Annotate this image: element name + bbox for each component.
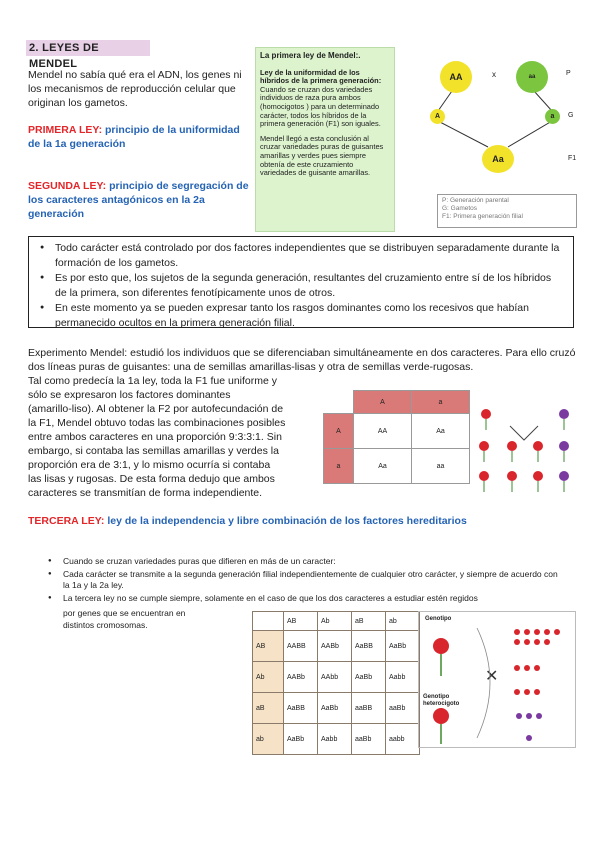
first-law-text: principio de la uniformidad de la 1a generación	[28, 124, 240, 150]
first-law-label: PRIMERA LEY:	[28, 124, 103, 136]
second-law	[28, 179, 250, 221]
punnett-big-row-header: Ab	[253, 662, 284, 693]
flower-illustration-f2	[472, 400, 582, 496]
experiment-line: sólo se expresaron los factores dominantes	[28, 389, 231, 401]
punnett-cell: Aa	[354, 449, 412, 484]
flower-icon	[533, 441, 543, 462]
second-law-text: principio de segregación de los caracteres antagónicos en la 2a generación	[28, 180, 249, 220]
experiment-lead: Experimento Mendel: estudió los individuos que se diferenciaban simultáneamente en dos caracteres. Para ello cruzó dos líneas puras de guisantes: una de semillas amarillas-lisas y otra de semillas verde-rugosas.	[28, 347, 576, 373]
flower-panel-art	[419, 612, 576, 748]
section-title: 2. LEYES DE MENDEL	[26, 40, 150, 56]
punnett-cell: Aa	[412, 414, 470, 449]
flower-icon	[433, 638, 449, 676]
third-law-text: ley de la independencia y libre combinación de los factores hereditarios	[107, 515, 467, 527]
flower-icon	[433, 708, 449, 744]
third-law-list-cont	[63, 608, 185, 631]
parent-dominant-circle: AA	[440, 61, 472, 93]
row-label-f1: F1	[568, 155, 577, 162]
punnett-big-cell: AaBb	[386, 631, 420, 662]
punnett-big-row-header: AB	[253, 631, 284, 662]
punnett-big-cell: AaBb	[352, 662, 386, 693]
punnett-row-header: A	[324, 414, 354, 449]
cross-arrows-icon	[510, 426, 538, 440]
experiment-body	[28, 374, 318, 500]
first-law-box-heading: La primera ley de Mendel:.	[260, 51, 361, 60]
punnett-col-header: A	[354, 391, 412, 414]
gamete-recessive-circle: a	[545, 109, 560, 124]
experiment-line: embargo, si contaba las semillas amarillas y verdes la	[28, 445, 279, 457]
first-law-box-p1: Cuando se cruzan dos variedades individuos de raza pura ambos (homocigotos ) para un determinado carácter, todos los híbridos de la primera generación (F1) son iguales.	[260, 84, 381, 129]
punnett-big-col-header: ab	[386, 612, 420, 631]
cross-legend-2: G: Gametos	[442, 205, 478, 212]
punnett-col-header: a	[412, 391, 470, 414]
flower-icon	[507, 441, 517, 462]
cross-symbol: x	[492, 70, 496, 79]
experiment-line: la F1, Mendel obtuvo todas las combinaciones posibles	[28, 417, 286, 429]
row-label-p: P	[566, 70, 571, 77]
arc-icon	[477, 628, 490, 738]
flower-icon	[479, 471, 489, 492]
flower-panel	[418, 611, 576, 748]
list-item: ● La tercera ley no se cumple siempre, solamente en el caso de que los dos caracteres a estudiar estén regidos	[45, 593, 565, 605]
intro-text: Mendel no sabía qué era el ADN, los genes ni los mecanismos de reproducción celular que originan los gametos.	[28, 69, 242, 109]
experiment-line: entre ambos caracteres en una proporción 9:3:3:1. Sin	[28, 431, 282, 443]
punnett-big-row-header: ab	[253, 724, 284, 755]
flower-icon	[507, 471, 517, 492]
experiment-line: caracteres se transmitían de forma independiente.	[28, 487, 263, 499]
parent-recessive-circle: aa	[516, 61, 548, 93]
gamete-dominant-circle: A	[430, 109, 445, 124]
cross-legend-1: P: Generación parental	[442, 197, 509, 204]
flower-group-icon	[514, 629, 560, 695]
punnett-big-cell: AaBB	[284, 693, 318, 724]
punnett-cell: AA	[354, 414, 412, 449]
cross-symbol-icon: ✕	[485, 668, 499, 685]
punnett-big-cell: AaBb	[284, 724, 318, 755]
punnett-cell: aa	[412, 449, 470, 484]
punnett-big-cell: AaBB	[352, 631, 386, 662]
first-law-box-p2: Mendel llegó a esta conclusión al cruzar variedades puras de guisantes amarillas y verdes pues siempre obtenía de este cruzamiento variedades de guisante amarillas.	[260, 133, 384, 178]
punnett-big	[252, 611, 420, 755]
cross-legend	[437, 194, 577, 228]
punnett-corner	[324, 391, 354, 414]
punnett-big-cell: aaBb	[386, 693, 420, 724]
heterozygous-label: Genotipo heterocigoto	[423, 694, 460, 707]
bullet-item: ● En este momento ya se pueden expresar tanto los rasgos dominantes como los recesivos que habían permanecido ocultos en la primera generación filial.	[55, 301, 565, 330]
punnett-big-col-header: AB	[284, 612, 318, 631]
offspring-circle: Aa	[482, 145, 514, 173]
flower-icon	[559, 471, 569, 492]
punnett-big-cell: aabb	[386, 724, 420, 755]
cross-legend-3: F1: Primera generación filial	[442, 213, 523, 220]
first-law-box-bold: Ley de la uniformidad de los híbridos de la primera generación:	[260, 67, 382, 86]
second-law-bullets	[28, 236, 574, 328]
punnett-big-cell: AABb	[284, 662, 318, 693]
third-law-list	[45, 556, 565, 605]
bullet-item: ● Todo carácter está controlado por dos factores independientes que se distribuyen separadamente durante la formación de los gametos.	[55, 241, 565, 270]
punnett-big-cell: Aabb	[318, 724, 352, 755]
punnett-big-cell: Aabb	[386, 662, 420, 693]
list-item: ● Cada carácter se transmite a la segunda generación filial independientemente de cualquier otro carácter, y siempre de acuerdo con la 1a y la 2a ley.	[45, 569, 565, 592]
genotype-label: Genotipo	[425, 616, 452, 622]
punnett-big-cell: aaBb	[352, 724, 386, 755]
second-law-label: SEGUNDA LEY:	[28, 180, 107, 192]
flower-icon	[559, 441, 569, 462]
flower-icon	[481, 409, 491, 430]
first-law-box	[255, 47, 395, 232]
punnett-row-header: a	[324, 449, 354, 484]
row-label-g: G	[568, 112, 574, 119]
experiment-line: las lisas y rugosas. De esta forma dedujo que ambos	[28, 473, 275, 485]
experiment-line: Tal como predecía la 1a ley, toda la F1 fue uniforme y	[28, 375, 278, 387]
third-law	[28, 514, 588, 528]
punnett-big-cell: AAbb	[318, 662, 352, 693]
punnett-small	[323, 390, 470, 484]
bullet-item: ● Es por esto que, los sujetos de la segunda generación, resultantes del cruzamiento entre sí de los híbridos de la primera, son diferentes fenotípicamente unos de otros.	[55, 271, 565, 300]
list-item-cont: distintos cromosomas.	[63, 619, 148, 630]
flower-icon	[479, 441, 489, 462]
punnett-big-col-header: aB	[352, 612, 386, 631]
list-item-cont: por genes que se encuentran en	[63, 608, 186, 618]
third-law-label: TERCERA LEY:	[28, 515, 105, 527]
flower-group-purple-icon	[516, 713, 542, 741]
punnett-big-cell: AABb	[318, 631, 352, 662]
flower-icon	[559, 409, 569, 430]
first-law	[28, 123, 248, 151]
list-item: ● Cuando se cruzan variedades puras que difieren en más de un caracter:	[45, 556, 565, 568]
experiment-line: proporción era de 3:1, y lo mismo ocurría si contaba	[28, 459, 271, 471]
punnett-big-cell: AABB	[284, 631, 318, 662]
punnett-big-corner	[253, 612, 284, 631]
flower-icon	[533, 471, 543, 492]
punnett-big-cell: aaBB	[352, 693, 386, 724]
punnett-big-cell: AaBb	[318, 693, 352, 724]
punnett-big-row-header: aB	[253, 693, 284, 724]
experiment-line: (amarillo-liso). Al obtener la F2 por autofecundación de	[28, 403, 284, 415]
punnett-big-col-header: Ab	[318, 612, 352, 631]
